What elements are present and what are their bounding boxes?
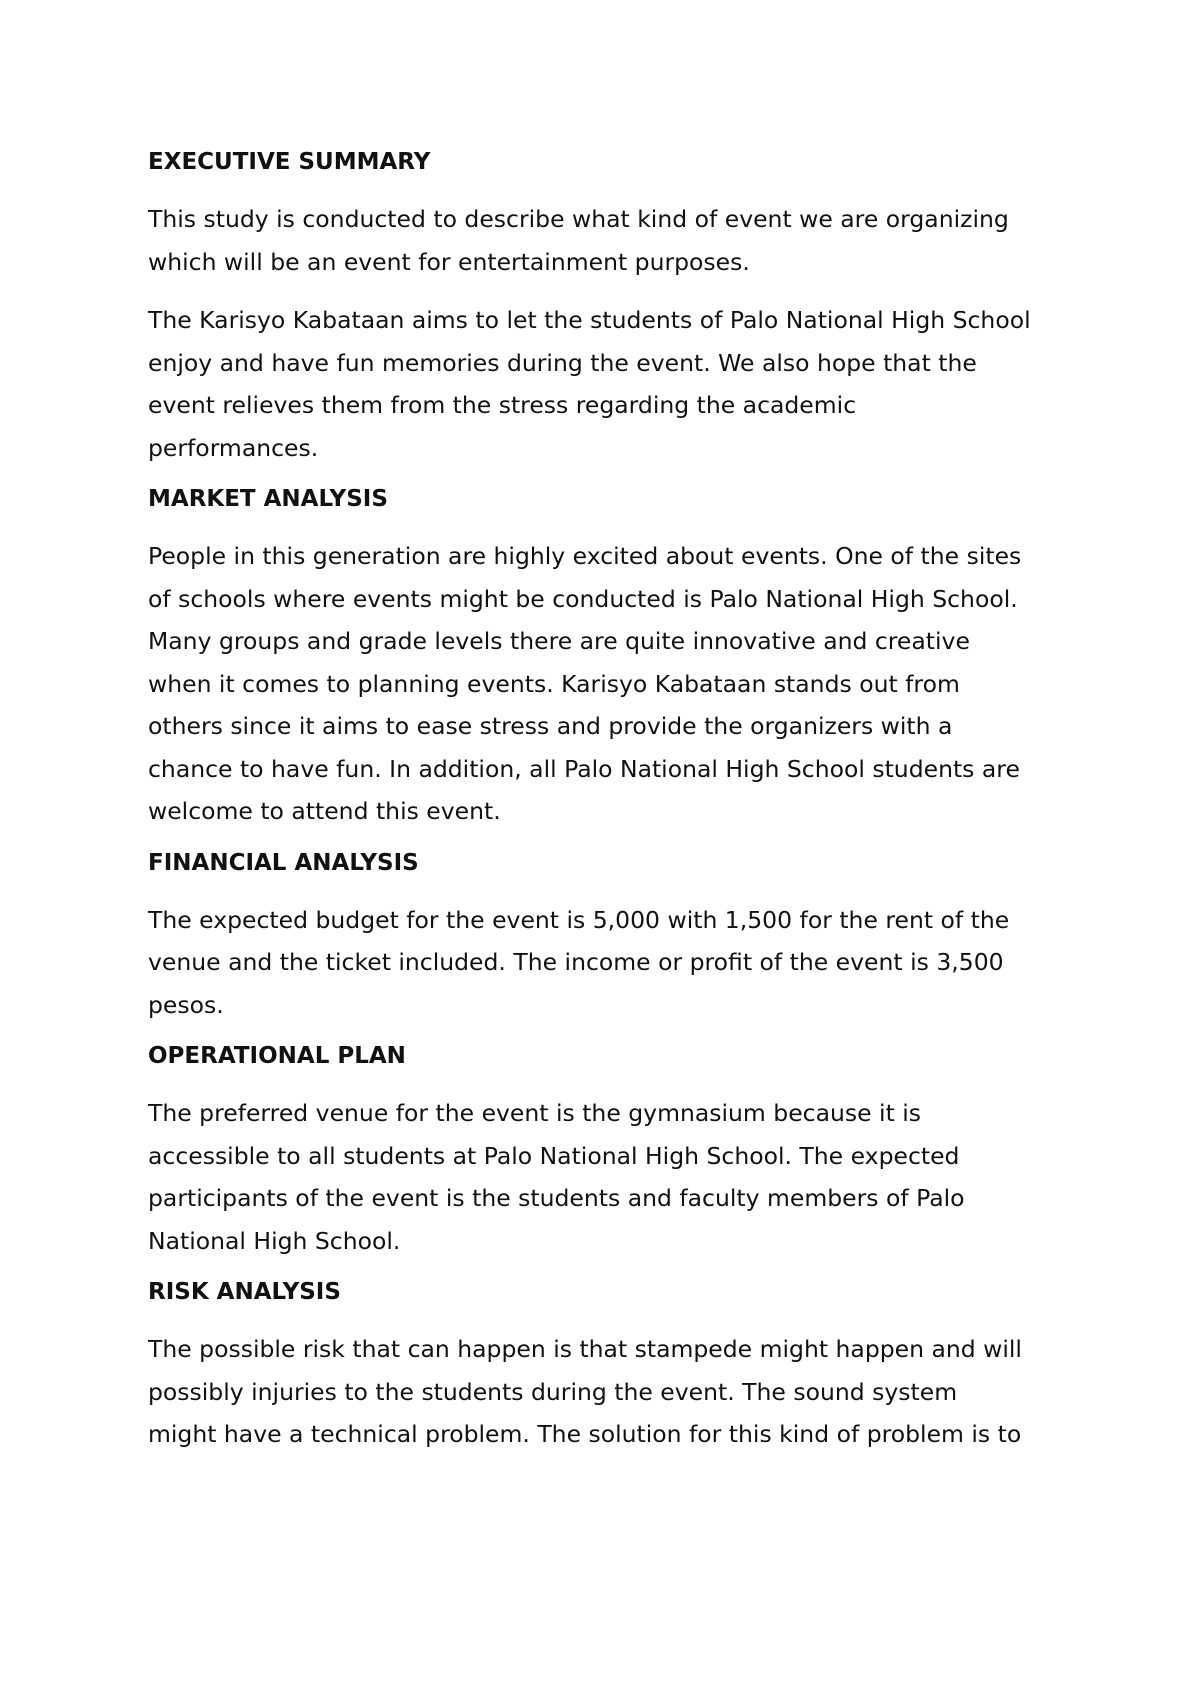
text-line: performances.	[148, 433, 319, 462]
paragraph	[148, 899, 1070, 1027]
text-line: chance to have fun. In addition, all Palo National High School students are	[148, 754, 1020, 783]
text-line: The possible risk that can happen is that stampede might happen and will	[148, 1335, 1022, 1363]
text-line: when it comes to planning events. Karisyo Kabataan stands out from	[148, 669, 960, 698]
text-line: possibly injuries to the students during the event. The sound system	[148, 1377, 958, 1406]
section-heading-executive-summary: EXECUTIVE SUMMARY	[148, 149, 431, 175]
paragraph	[148, 1328, 1070, 1456]
text-line: The expected budget for the event is 5,000 with 1,500 for the rent of the	[148, 905, 1010, 934]
paragraph	[148, 535, 1070, 833]
text-line: pesos.	[148, 990, 224, 1019]
text-line: National High School.	[148, 1226, 401, 1255]
text-line: participants of the event is the students and faculty members of Palo	[148, 1184, 965, 1212]
text-line: others since it aims to ease stress and provide the organizers with a	[148, 712, 953, 740]
section-heading-operational-plan: OPERATIONAL PLAN	[148, 1043, 406, 1069]
paragraph	[148, 1092, 1070, 1262]
section-heading-market-analysis: MARKET ANALYSIS	[148, 486, 388, 512]
text-line: venue and the ticket included. The income or profit of the event is 3,500	[148, 948, 1004, 976]
section-heading-financial-analysis: FINANCIAL ANALYSIS	[148, 849, 419, 876]
paragraph	[148, 299, 1070, 469]
text-line: of schools where events might be conducted is Palo National High School.	[148, 584, 1018, 613]
text-line: The Karisyo Kabataan aims to let the students of Palo National High School	[148, 306, 1031, 334]
section-heading-risk-analysis: RISK ANALYSIS	[148, 1279, 341, 1305]
text-line: which will be an event for entertainment purposes.	[148, 247, 750, 276]
text-line: accessible to all students at Palo National High School. The expected	[148, 1141, 960, 1170]
text-line: This study is conducted to describe what kind of event we are organizing	[148, 205, 1009, 233]
text-line: enjoy and have fun memories during the event. We also hope that the	[148, 348, 977, 377]
text-line: The preferred venue for the event is the gymnasium because it is	[148, 1099, 922, 1127]
text-line: might have a technical problem. The solution for this kind of problem is to	[148, 1420, 1022, 1448]
text-line: Many groups and grade levels there are quite innovative and creative	[148, 627, 970, 655]
text-line: People in this generation are highly excited about events. One of the sites	[148, 542, 1022, 570]
text-line: welcome to attend this event.	[148, 797, 501, 825]
paragraph	[148, 198, 1070, 283]
text-line: event relieves them from the stress regarding the academic	[148, 391, 857, 419]
